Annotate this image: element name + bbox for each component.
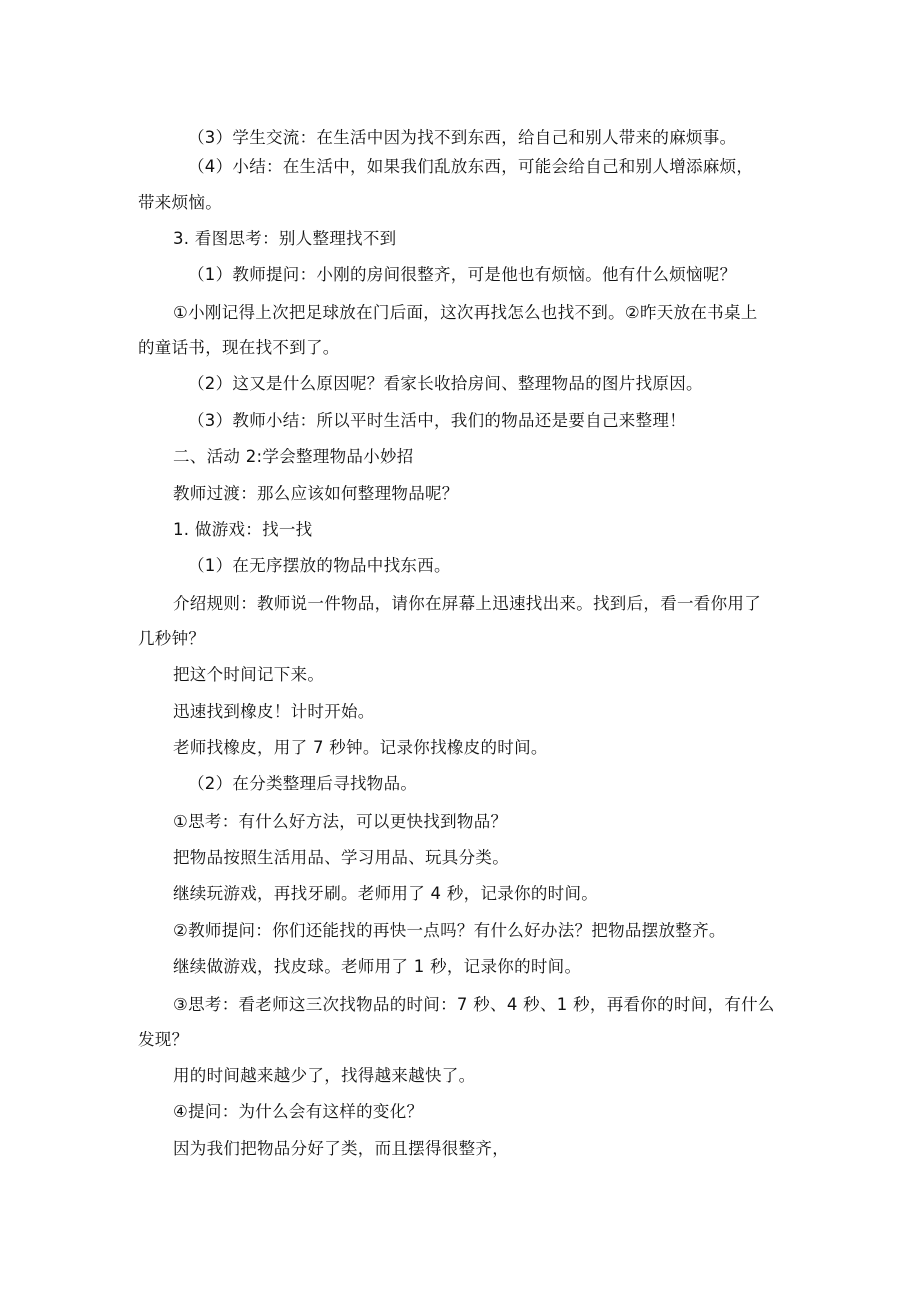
text-line-24: 继续做游戏，找皮球。老师用了 1 秒，记录你的时间。 <box>173 957 582 976</box>
text-line-28: ④提问：为什么会有这样的变化？ <box>173 1102 424 1121</box>
text-line-19: （2）在分类整理后寻找物品。 <box>188 774 418 793</box>
text-line-12: 1. 做游戏：找一找 <box>173 520 313 539</box>
text-line-14: 介绍规则：教师说一件物品，请你在屏幕上迅速找出来。找到后，看一看你用了 <box>173 594 761 613</box>
text-line-8: （2）这又是什么原因呢？看家长收拾房间、整理物品的图片找原因。 <box>188 374 703 393</box>
text-line-6: ①小刚记得上次把足球放在门后面，这次再找怎么也找不到。②昨天放在书桌上 <box>173 303 758 322</box>
text-line-23: ②教师提问：你们还能找的再快一点吗？有什么好办法？把物品摆放整齐。 <box>173 921 726 940</box>
text-line-18: 老师找橡皮，用了 7 秒钟。记录你找橡皮的时间。 <box>173 738 548 757</box>
text-line-22: 继续玩游戏，再找牙刷。老师用了 4 秒，记录你的时间。 <box>173 884 599 903</box>
text-line-21: 把物品按照生活用品、学习用品、玩具分类。 <box>173 848 509 867</box>
text-line-4: 3. 看图思考：别人整理找不到 <box>173 229 397 248</box>
text-line-25: ③思考：看老师这三次找物品的时间：7 秒、4 秒、1 秒，再看你的时间，有什么 <box>173 995 775 1014</box>
text-line-3: 带来烦恼。 <box>138 193 222 212</box>
text-line-17: 迅速找到橡皮！计时开始。 <box>173 702 375 721</box>
text-line-7: 的童话书，现在找不到了。 <box>138 338 340 357</box>
text-line-27: 用的时间越来越少了，找得越来越快了。 <box>173 1066 476 1085</box>
text-line-10: 二、活动 2:学会整理物品小妙招 <box>173 447 414 466</box>
text-line-29: 因为我们把物品分好了类，而且摆得很整齐， <box>173 1139 509 1158</box>
text-line-9: （3）教师小结：所以平时生活中，我们的物品还是要自己来整理！ <box>188 411 686 430</box>
text-line-16: 把这个时间记下来。 <box>173 665 325 684</box>
text-line-2: （4）小结：在生活中，如果我们乱放东西，可能会给自己和别人增添麻烦， <box>188 157 754 176</box>
text-line-11: 教师过渡：那么应该如何整理物品呢？ <box>173 484 459 503</box>
text-line-15: 几秒钟？ <box>138 629 206 648</box>
text-line-26: 发现？ <box>138 1030 189 1049</box>
text-line-13: （1）在无序摆放的物品中找东西。 <box>188 556 451 575</box>
text-line-1: （3）学生交流：在生活中因为找不到东西，给自己和别人带来的麻烦事。 <box>188 128 737 147</box>
text-line-20: ①思考：有什么好方法，可以更快找到物品？ <box>173 812 508 831</box>
text-line-5: （1）教师提问：小刚的房间很整齐，可是他也有烦恼。他有什么烦恼呢？ <box>188 265 737 284</box>
